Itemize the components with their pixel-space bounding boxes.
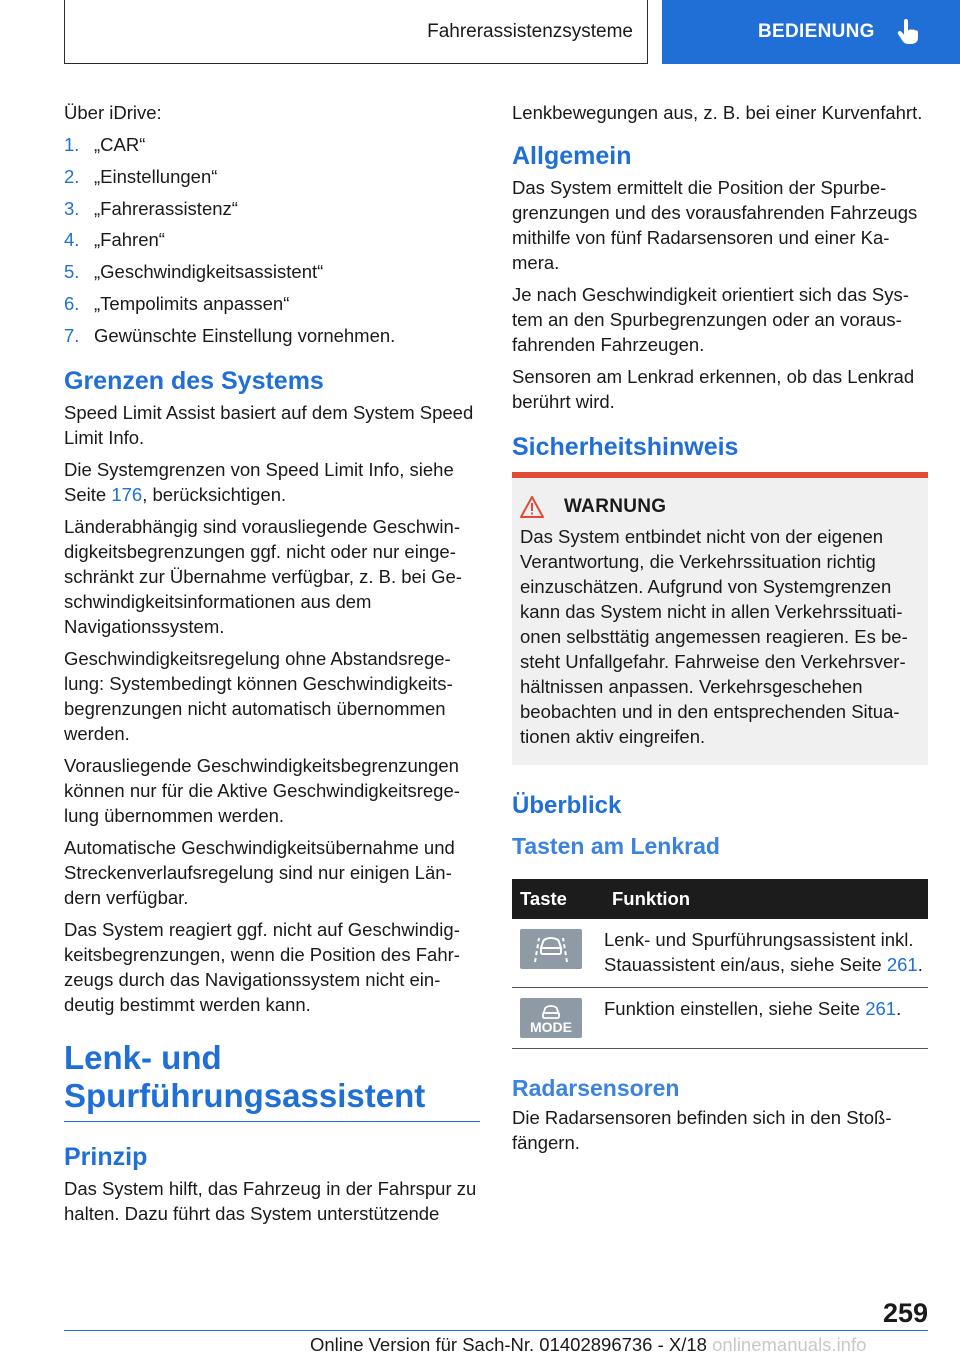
step-number: 2. [64, 165, 80, 187]
lane-assist-heading-line2: Spurführungsassistent [64, 1076, 426, 1114]
step-text: „CAR“ [94, 134, 146, 155]
warning-title-row [520, 496, 920, 518]
principle-paragraph: Das System hilft, das Fahrzeug in der Fahrspur zu halten. Dazu führt das System unterstützende [64, 1177, 477, 1224]
step-number: 3. [64, 197, 80, 219]
step-number: 6. [64, 292, 80, 314]
list-item [64, 227, 480, 252]
general-heading: Allgemein [512, 142, 632, 170]
radar-heading: Radarsensoren [512, 1075, 680, 1101]
page-reference-link[interactable]: 176 [111, 483, 143, 505]
warning-title: WARNUNG [564, 496, 667, 517]
right-column [512, 100, 928, 1162]
general-paragraph-2: Je nach Geschwindigkeit orientiert sich das System an den Spurbegrenzungen oder an vorausfahrenden Fahrzeugen. [512, 284, 909, 355]
header-section-title: Fahrerassistenzsysteme [427, 20, 633, 42]
header-section-tab [64, 0, 648, 64]
pointing-hand-icon [897, 19, 919, 45]
step-text: „Geschwindigkeitsassistent“ [94, 261, 324, 283]
steering-buttons-table [512, 879, 928, 1049]
lane-assist-mode-button-icon [520, 998, 582, 1038]
step-text: „Tempolimits anpassen“ [94, 292, 290, 314]
header-chapter-title: BEDIENUNG [758, 21, 875, 42]
function-text: Lenk- und Spurführungsassistent inkl. Stauassistent ein/aus, siehe Seite [604, 929, 914, 975]
lane-assist-heading-line1: Lenk- und [64, 1038, 222, 1076]
list-item [64, 132, 480, 157]
limits-paragraph-5: Vorausliegende Geschwindigkeitsbegrenzungen können nur für die Aktive Geschwindigkeitsregelung übernommen werden. [64, 754, 460, 826]
step-number: 5. [64, 261, 80, 283]
header-chapter-tab [662, 0, 960, 64]
limits-paragraph-2-suffix: , berücksichtigen. [142, 483, 287, 505]
limits-paragraph-1: Speed Limit Assist basiert auf dem System Speed Limit Info. [64, 401, 474, 448]
page-number: 259 [882, 1298, 928, 1328]
lane-assist-symbol [529, 934, 573, 964]
function-text-suffix: . [896, 998, 902, 1019]
safety-heading: Sicherheitshinweis [512, 433, 739, 461]
idrive-steps-list [64, 132, 480, 348]
step-number: 1. [64, 134, 80, 155]
list-item [64, 323, 480, 348]
function-cell [604, 919, 928, 988]
lane-assist-heading [64, 1039, 480, 1115]
table-row [512, 988, 928, 1049]
key-cell [512, 988, 604, 1049]
principle-continuation: Lenkbewegungen aus, z. B. bei einer Kurvenfahrt. [512, 102, 923, 123]
step-text: „Fahrerassistenz“ [94, 197, 238, 219]
steering-buttons-heading: Tasten am Lenkrad [512, 833, 720, 859]
section-divider [64, 1121, 480, 1122]
footer [310, 1334, 866, 1356]
warning-triangle-icon [520, 496, 544, 518]
limits-paragraph-7: Das System reagiert ggf. nicht auf Geschwindigkeitsbegrenzungen, wenn die Position des Fahrzeugs durch das Navigationssystem nicht eindeutig bestimmt werden kann. [64, 918, 460, 1015]
key-cell [512, 919, 604, 988]
lane-assist-button-icon [520, 929, 582, 969]
table-row [512, 919, 928, 988]
warning-text: Das System entbindet nicht von der eigenen Verantwortung, die Verkehrssituation richtig einzuschätzen. Aufgrund von Systemgrenzen kann das System nicht in allen Verkehrssituationen selbsttätig angemessen reagieren. Es besteht Unfallgefahr. Fahrweise den Verkehrsverhältnissen anpassen. Verkehrsgeschehen beobachten und in den entsprechenden Situationen aktiv eingreifen. [520, 526, 908, 747]
table-header-row [512, 879, 928, 919]
page-reference-link[interactable]: 261 [886, 954, 918, 975]
step-number: 7. [64, 324, 80, 346]
overview-heading: Überblick [512, 792, 622, 819]
online-version-text: Online Version für Sach-Nr. 01402896736 - X/18 [310, 1334, 707, 1355]
list-item [64, 291, 480, 316]
limits-paragraph-4: Geschwindigkeitsregelung ohne Abstandsregelung: Systembedingt können Geschwindigkeitsbegrenzungen nicht automatisch übernommen werden. [64, 647, 453, 744]
general-paragraph-1: Das System ermittelt die Position der Spurbegrenzungen und des vorausfahrenden Fahrzeugs mithilfe von fünf Radarsensoren und einer Kamera. [512, 177, 918, 273]
left-column [64, 100, 480, 1233]
limits-paragraph-2-text: Die Systemgrenzen von Speed Limit Info, siehe Seite [64, 458, 454, 505]
watermark: onlinemanuals.info [712, 1334, 867, 1355]
limits-paragraph-6: Automatische Geschwindigkeitsübernahme und Streckenverlaufsregelung sind nur einigen Ländern verfügbar. [64, 836, 455, 908]
general-paragraph-3: Sensoren am Lenkrad erkennen, ob das Lenkrad berührt wird. [512, 366, 915, 412]
column-header-key: Taste [512, 879, 604, 919]
list-item [64, 259, 480, 284]
idrive-intro: Über iDrive: [64, 102, 162, 123]
function-text: Funktion einstellen, siehe Seite [604, 998, 866, 1019]
step-text: „Einstellungen“ [94, 165, 218, 187]
principle-heading: Prinzip [64, 1142, 148, 1171]
limits-paragraph-2 [64, 457, 480, 507]
function-cell [604, 988, 928, 1049]
mode-label: MODE [530, 1019, 572, 1035]
footer-divider [64, 1330, 928, 1331]
step-text: Gewünschte Einstellung vornehmen. [94, 324, 396, 346]
column-header-function: Funktion [604, 879, 928, 919]
step-number: 4. [64, 229, 80, 251]
function-text-suffix: . [917, 954, 923, 975]
warning-box [512, 472, 928, 765]
page-reference-link[interactable]: 261 [865, 998, 897, 1019]
step-text: „Fahren“ [94, 229, 165, 251]
list-item [64, 196, 480, 221]
radar-paragraph: Die Radarsensoren befinden sich in den Stoßfängern. [512, 1107, 892, 1153]
limits-paragraph-3: Länderabhängig sind vorausliegende Geschwindigkeitsbegrenzungen ggf. nicht oder nur eingeschränkt zur Übernahme verfügbar, z. B. bei Geschwindigkeitsinformationen aus dem Navigationssystem. [64, 515, 462, 637]
list-item [64, 164, 480, 189]
limits-heading: Grenzen des Systems [64, 366, 324, 395]
